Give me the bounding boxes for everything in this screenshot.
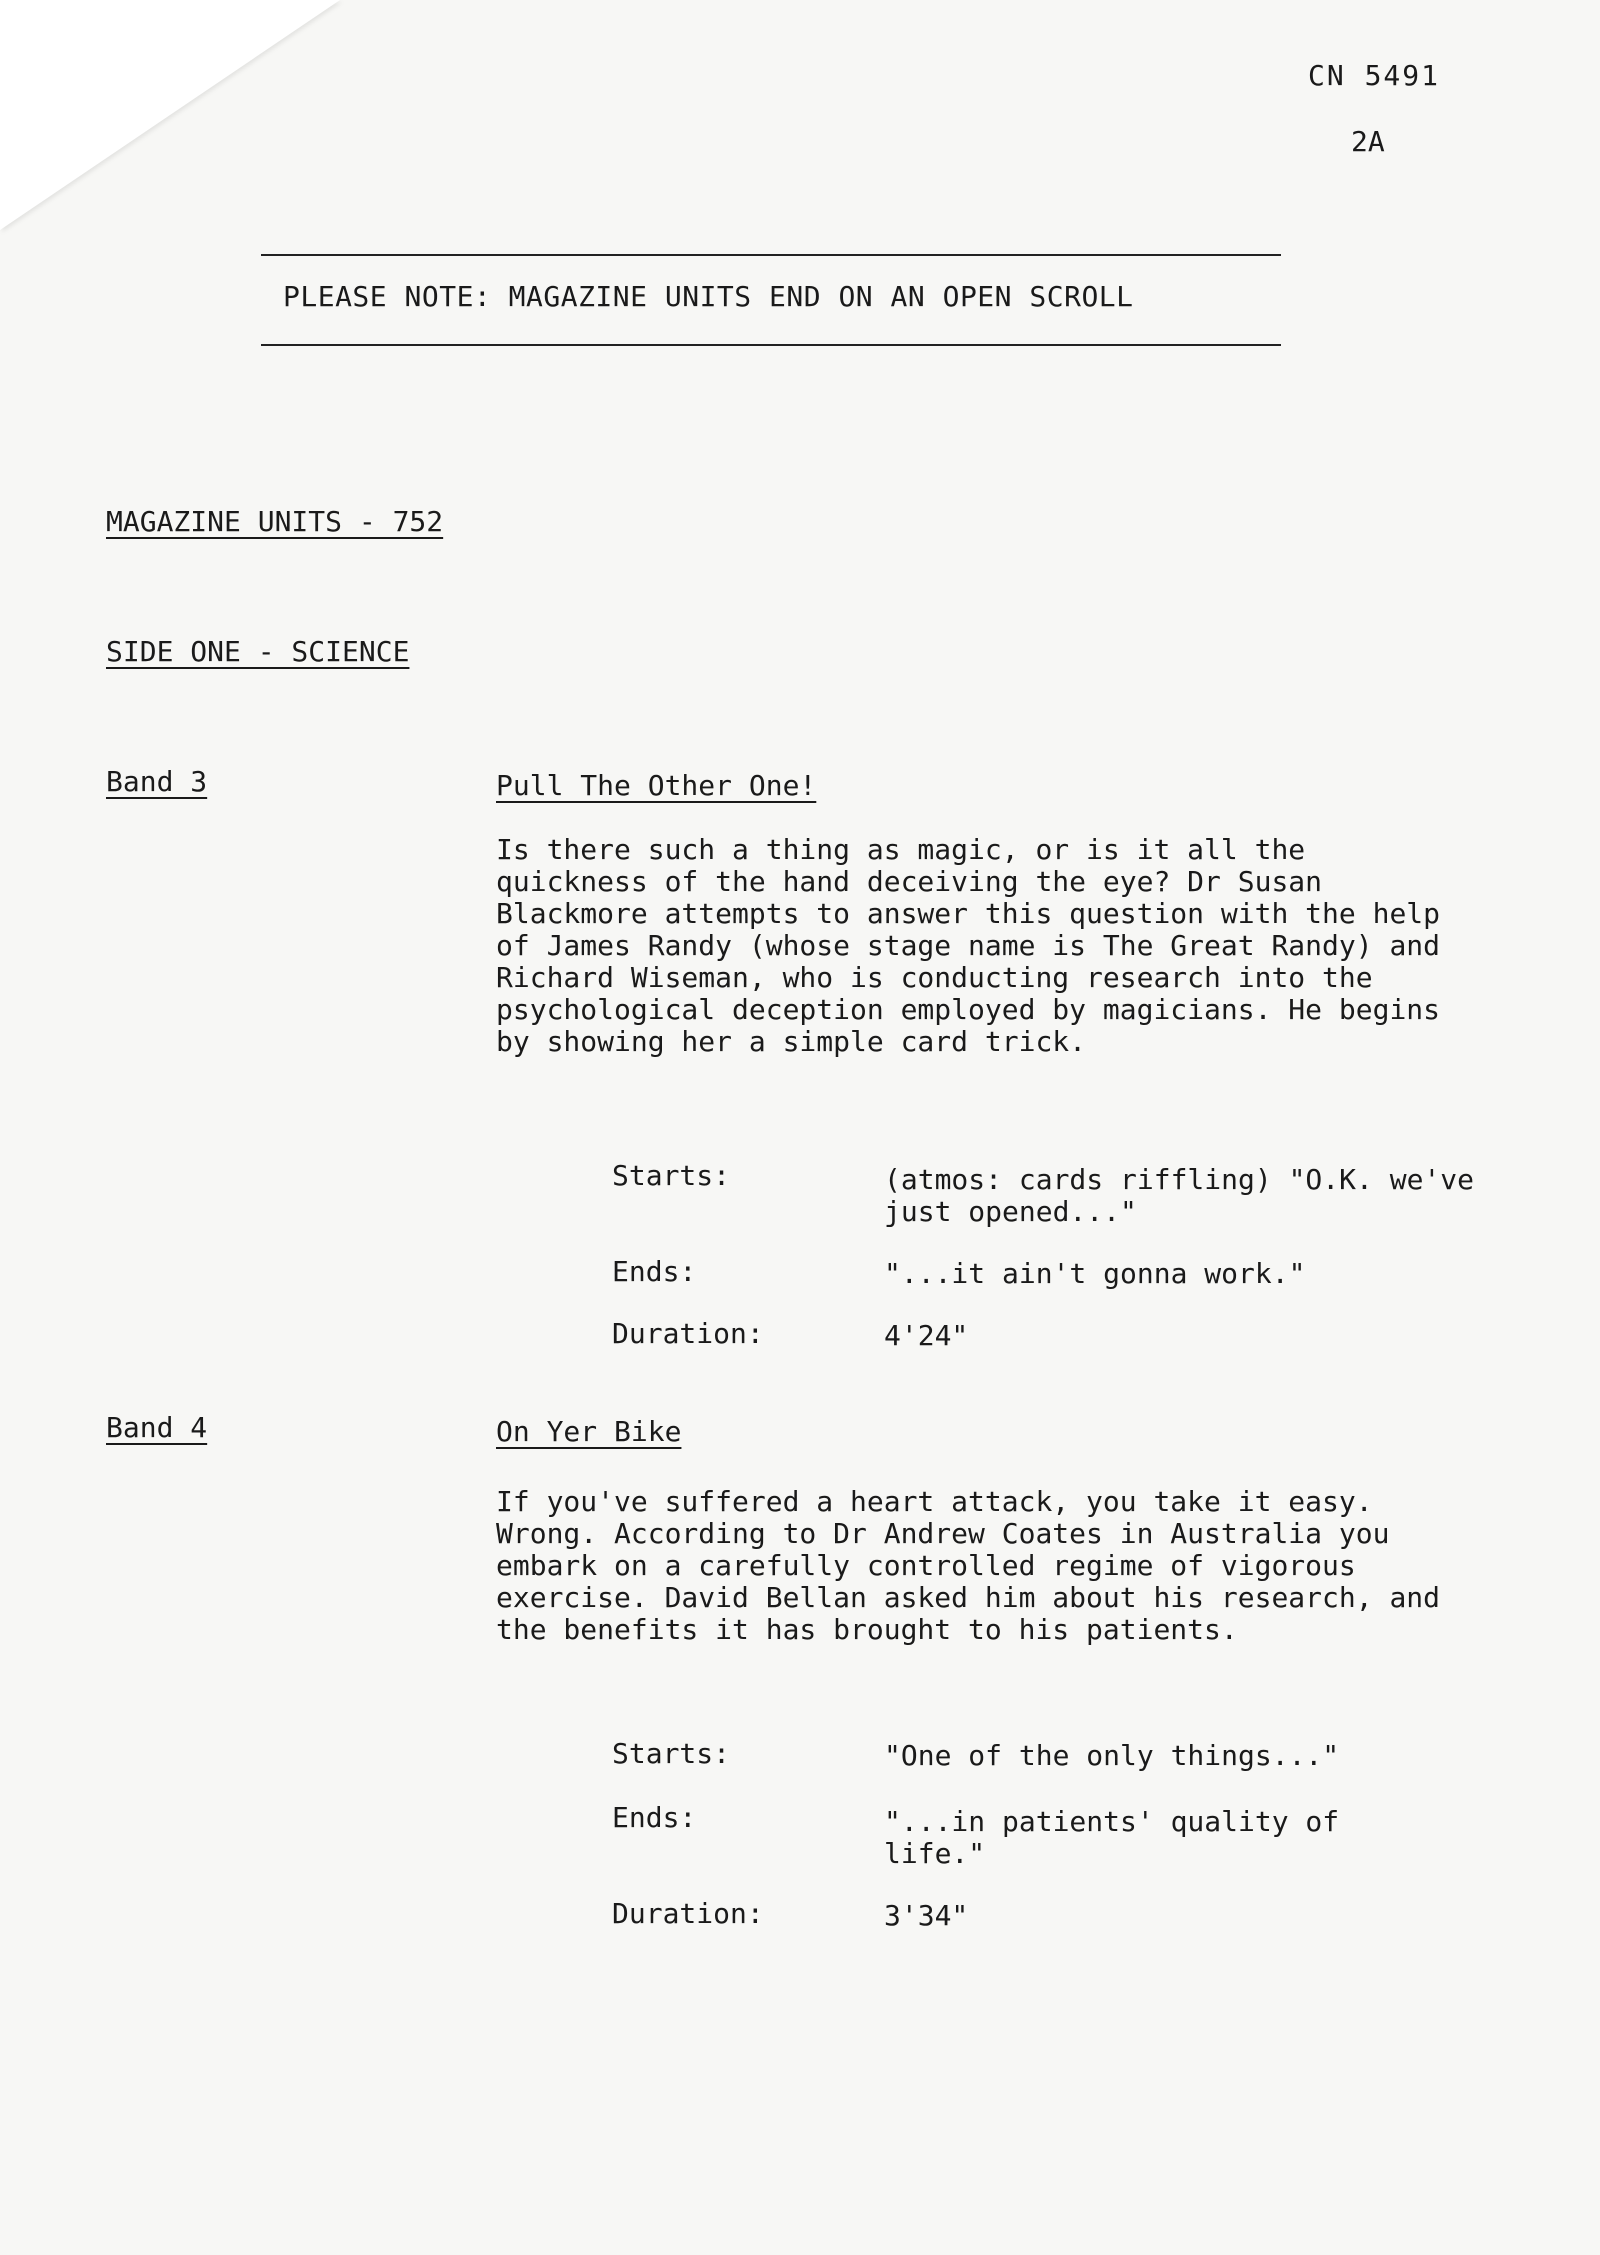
page-number: 2A [1351, 125, 1385, 158]
section-title: MAGAZINE UNITS - 752 [106, 505, 444, 538]
starts-value: (atmos: cards riffling) "O.K. we've just opened..." [884, 1163, 1475, 1228]
band-label: Band 4 [106, 1411, 208, 1444]
starts-value: "One of the only things..." [884, 1739, 1340, 1772]
notice-rule-bottom [261, 344, 1281, 346]
duration-label: Duration: [612, 1897, 764, 1930]
notice-rule-top [261, 254, 1281, 256]
section-side: SIDE ONE - SCIENCE [106, 635, 410, 668]
ends-value: "...in patients' quality of life." [884, 1805, 1340, 1870]
duration-label: Duration: [612, 1317, 764, 1350]
document-id: CN 5491 [1308, 59, 1441, 92]
ends-label: Ends: [612, 1255, 697, 1288]
notice-text: PLEASE NOTE: MAGAZINE UNITS END ON AN OPEN SCROLL [283, 280, 1134, 313]
band-description: If you've suffered a heart attack, you take it easy. Wrong. According to Dr Andrew Coates in Australia you embark on a carefully controlled regime of vigorous exercise. David Bellan asked him about his research, and the benefits it has brought to his patients. [496, 1485, 1441, 1646]
band-title: Pull The Other One! [496, 769, 817, 802]
duration-value: 4'24" [884, 1319, 969, 1352]
ends-value: "...it ain't gonna work." [884, 1257, 1306, 1290]
band-title: On Yer Bike [496, 1415, 682, 1448]
starts-label: Starts: [612, 1159, 731, 1192]
starts-label: Starts: [612, 1737, 731, 1770]
folded-corner [0, 0, 340, 230]
duration-value: 3'34" [884, 1899, 969, 1932]
ends-label: Ends: [612, 1801, 697, 1834]
band-description: Is there such a thing as magic, or is it all the quickness of the hand deceiving the eye? Dr Susan Blackmore attempts to answer this question with the help of James Randy (whose stage name is The Great Randy) and Richard Wiseman, who is conducting research into the psychological deception employed by magicians. He begins by showing her a simple card trick. [496, 833, 1441, 1058]
band-label: Band 3 [106, 765, 208, 798]
